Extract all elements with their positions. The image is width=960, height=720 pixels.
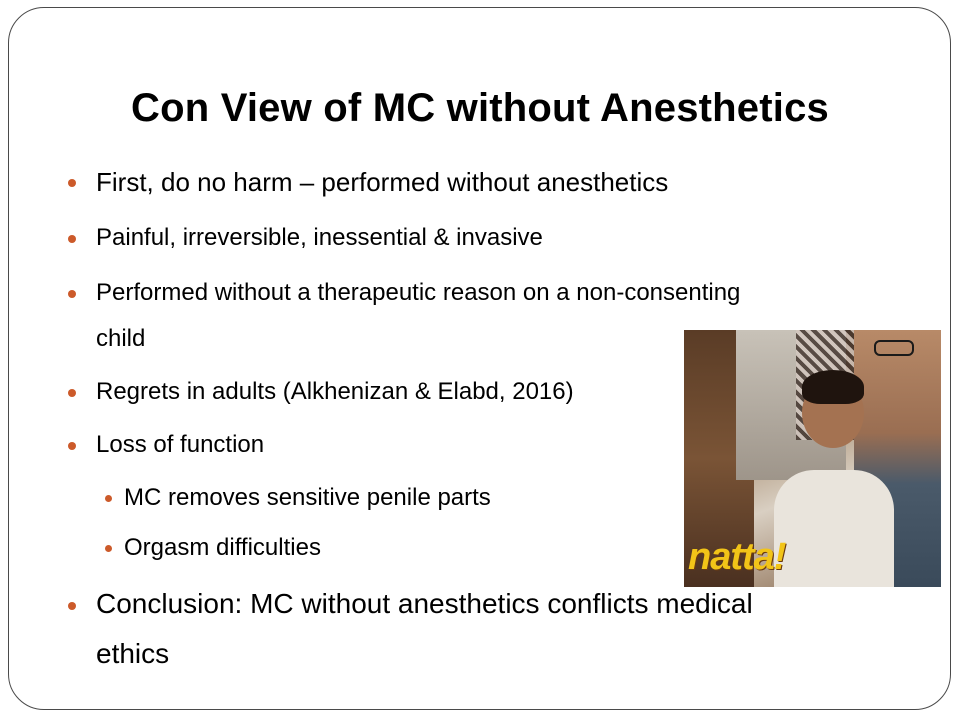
- bullet-dot-icon: [68, 179, 76, 187]
- bullet-dot-icon: [68, 290, 76, 298]
- bullet-item: [96, 167, 668, 198]
- sub-bullet-text: Orgasm difficulties: [124, 534, 321, 561]
- slide-title: Con View of MC without Anesthetics: [131, 86, 829, 130]
- bullet-text: First, do no harm – performed without anesthetics: [96, 167, 669, 197]
- bullet-text: Loss of function: [96, 431, 265, 458]
- bullet-item: [96, 378, 574, 406]
- bullet-dot-icon: [68, 235, 76, 243]
- bullet-item: [96, 279, 740, 307]
- glasses-icon: [874, 340, 914, 356]
- bullet-continuation: child: [96, 325, 146, 352]
- bullet-continuation: ethics: [96, 638, 170, 669]
- bullet-text: Performed without a therapeutic reason on a non-consenting: [96, 279, 741, 306]
- bullet-text: Conclusion: MC without anesthetics conflicts medical: [96, 588, 753, 619]
- sub-bullet-item: [124, 534, 321, 562]
- magazine-logo: natta!: [688, 536, 786, 578]
- magazine-cover-photo: [684, 330, 941, 587]
- bullet-dot-icon: [68, 602, 76, 610]
- child-shirt: [774, 470, 894, 587]
- bullet-dot-icon: [68, 389, 76, 397]
- sub-bullet-text: MC removes sensitive penile parts: [124, 484, 491, 511]
- bullet-text: Regrets in adults (Alkhenizan & Elabd, 2016): [96, 378, 574, 405]
- bullet-item: [96, 431, 264, 459]
- bullet-dot-icon: [105, 545, 112, 552]
- bullet-item: [96, 588, 753, 620]
- sub-bullet-item: [124, 484, 491, 512]
- bullet-dot-icon: [105, 495, 112, 502]
- bullet-dot-icon: [68, 442, 76, 450]
- bullet-item: [96, 224, 543, 252]
- bullet-text: Painful, irreversible, inessential & invasive: [96, 224, 543, 251]
